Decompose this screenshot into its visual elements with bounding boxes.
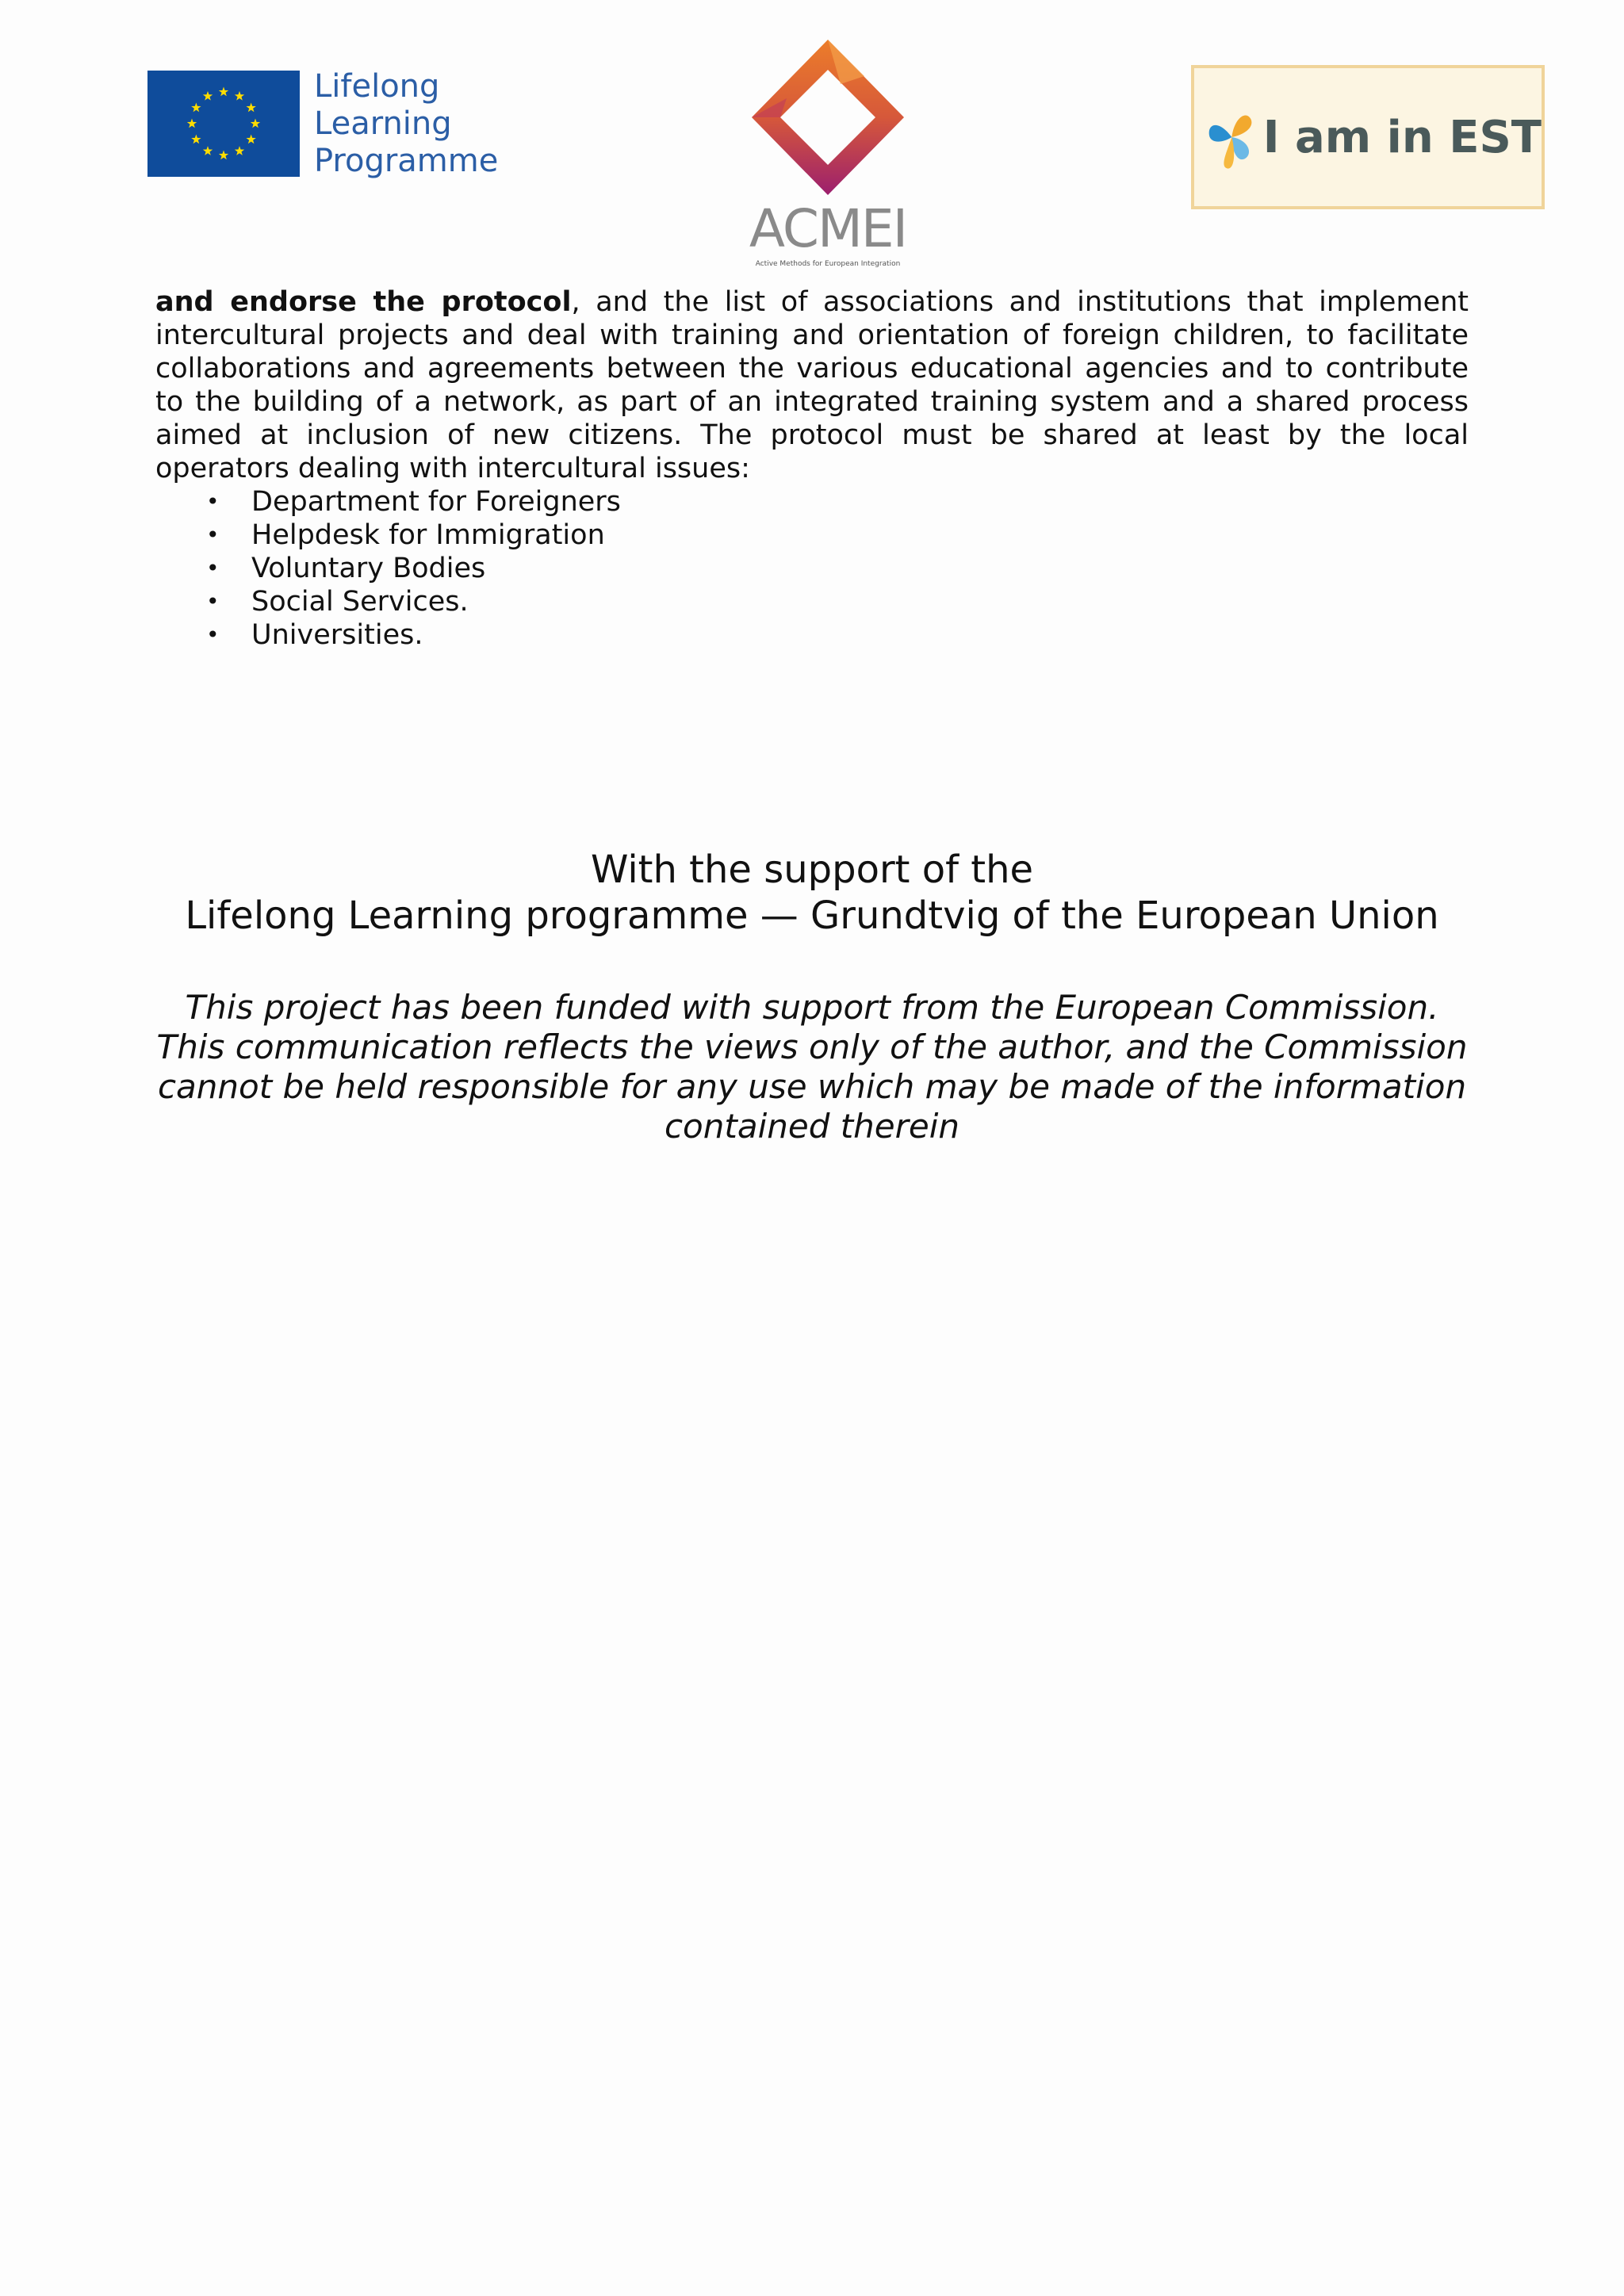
- llp-logo-text: [314, 68, 498, 180]
- support-line-1: With the support of the: [590, 848, 1034, 892]
- llp-line-3: Programme: [314, 142, 499, 179]
- llp-line-1: Lifelong: [314, 67, 440, 105]
- list-item-text: Social Services.: [251, 586, 469, 618]
- support-line-2: Lifelong Learning programme — Grundtvig of the European Union: [185, 894, 1439, 938]
- list-item: [155, 618, 1469, 652]
- list-item-text: Department for Foreigners: [251, 486, 621, 518]
- list-item: [155, 485, 1469, 519]
- bullet-icon: •: [206, 588, 220, 614]
- est-logo-text: I am in EST: [1262, 111, 1542, 163]
- disclaimer-line-2: This communication reflects the views only of the author, and the Commission: [156, 1027, 1468, 1066]
- acmei-tagline: Active Methods for European Integration: [755, 260, 901, 268]
- acmei-wordmark: ACMEI: [749, 198, 907, 259]
- bullet-icon: •: [206, 555, 220, 581]
- funding-disclaimer: [143, 988, 1481, 1146]
- lifelong-learning-programme-logo: [147, 68, 504, 179]
- eu-support-statement: [0, 847, 1624, 939]
- bullet-icon: •: [206, 488, 220, 515]
- paragraph-text: , and the list of associations and institutions that implement intercultural projects and deal with training and orientation of foreign children, to facilitate collaborations and agreements between the various educational agencies and to contribute to the building of a network, as part of an integrated training system and a shared process aimed at inclusion of new citizens. The protocol must be shared at least by the local operators dealing with intercultural issues:: [155, 286, 1469, 484]
- list-item: [155, 552, 1469, 585]
- main-content: [155, 285, 1469, 652]
- disclaimer-line-1: This project has been funded with support from the European Commission.: [185, 988, 1439, 1027]
- llp-line-2: Learning: [314, 105, 452, 142]
- list-item-text: Universities.: [251, 619, 423, 651]
- list-item: [155, 585, 1469, 618]
- operators-list: [155, 485, 1469, 652]
- bullet-icon: •: [206, 522, 220, 548]
- list-item-text: Voluntary Bodies: [251, 553, 486, 584]
- disclaimer-line-3: cannot be held responsible for any use which may be made of the information: [157, 1067, 1467, 1106]
- acmei-diamond-icon: [745, 35, 910, 201]
- protocol-paragraph: [155, 285, 1469, 485]
- list-item: [155, 519, 1469, 552]
- disclaimer-line-4: contained therein: [664, 1107, 960, 1146]
- paragraph-bold-lead: and endorse the protocol: [155, 286, 572, 318]
- i-am-in-est-logo: [1191, 65, 1545, 209]
- flower-petals-icon: [1205, 78, 1258, 197]
- acmei-logo: [745, 35, 910, 273]
- eu-flag-icon: [147, 71, 300, 177]
- list-item-text: Helpdesk for Immigration: [251, 519, 605, 551]
- bullet-icon: •: [206, 622, 220, 648]
